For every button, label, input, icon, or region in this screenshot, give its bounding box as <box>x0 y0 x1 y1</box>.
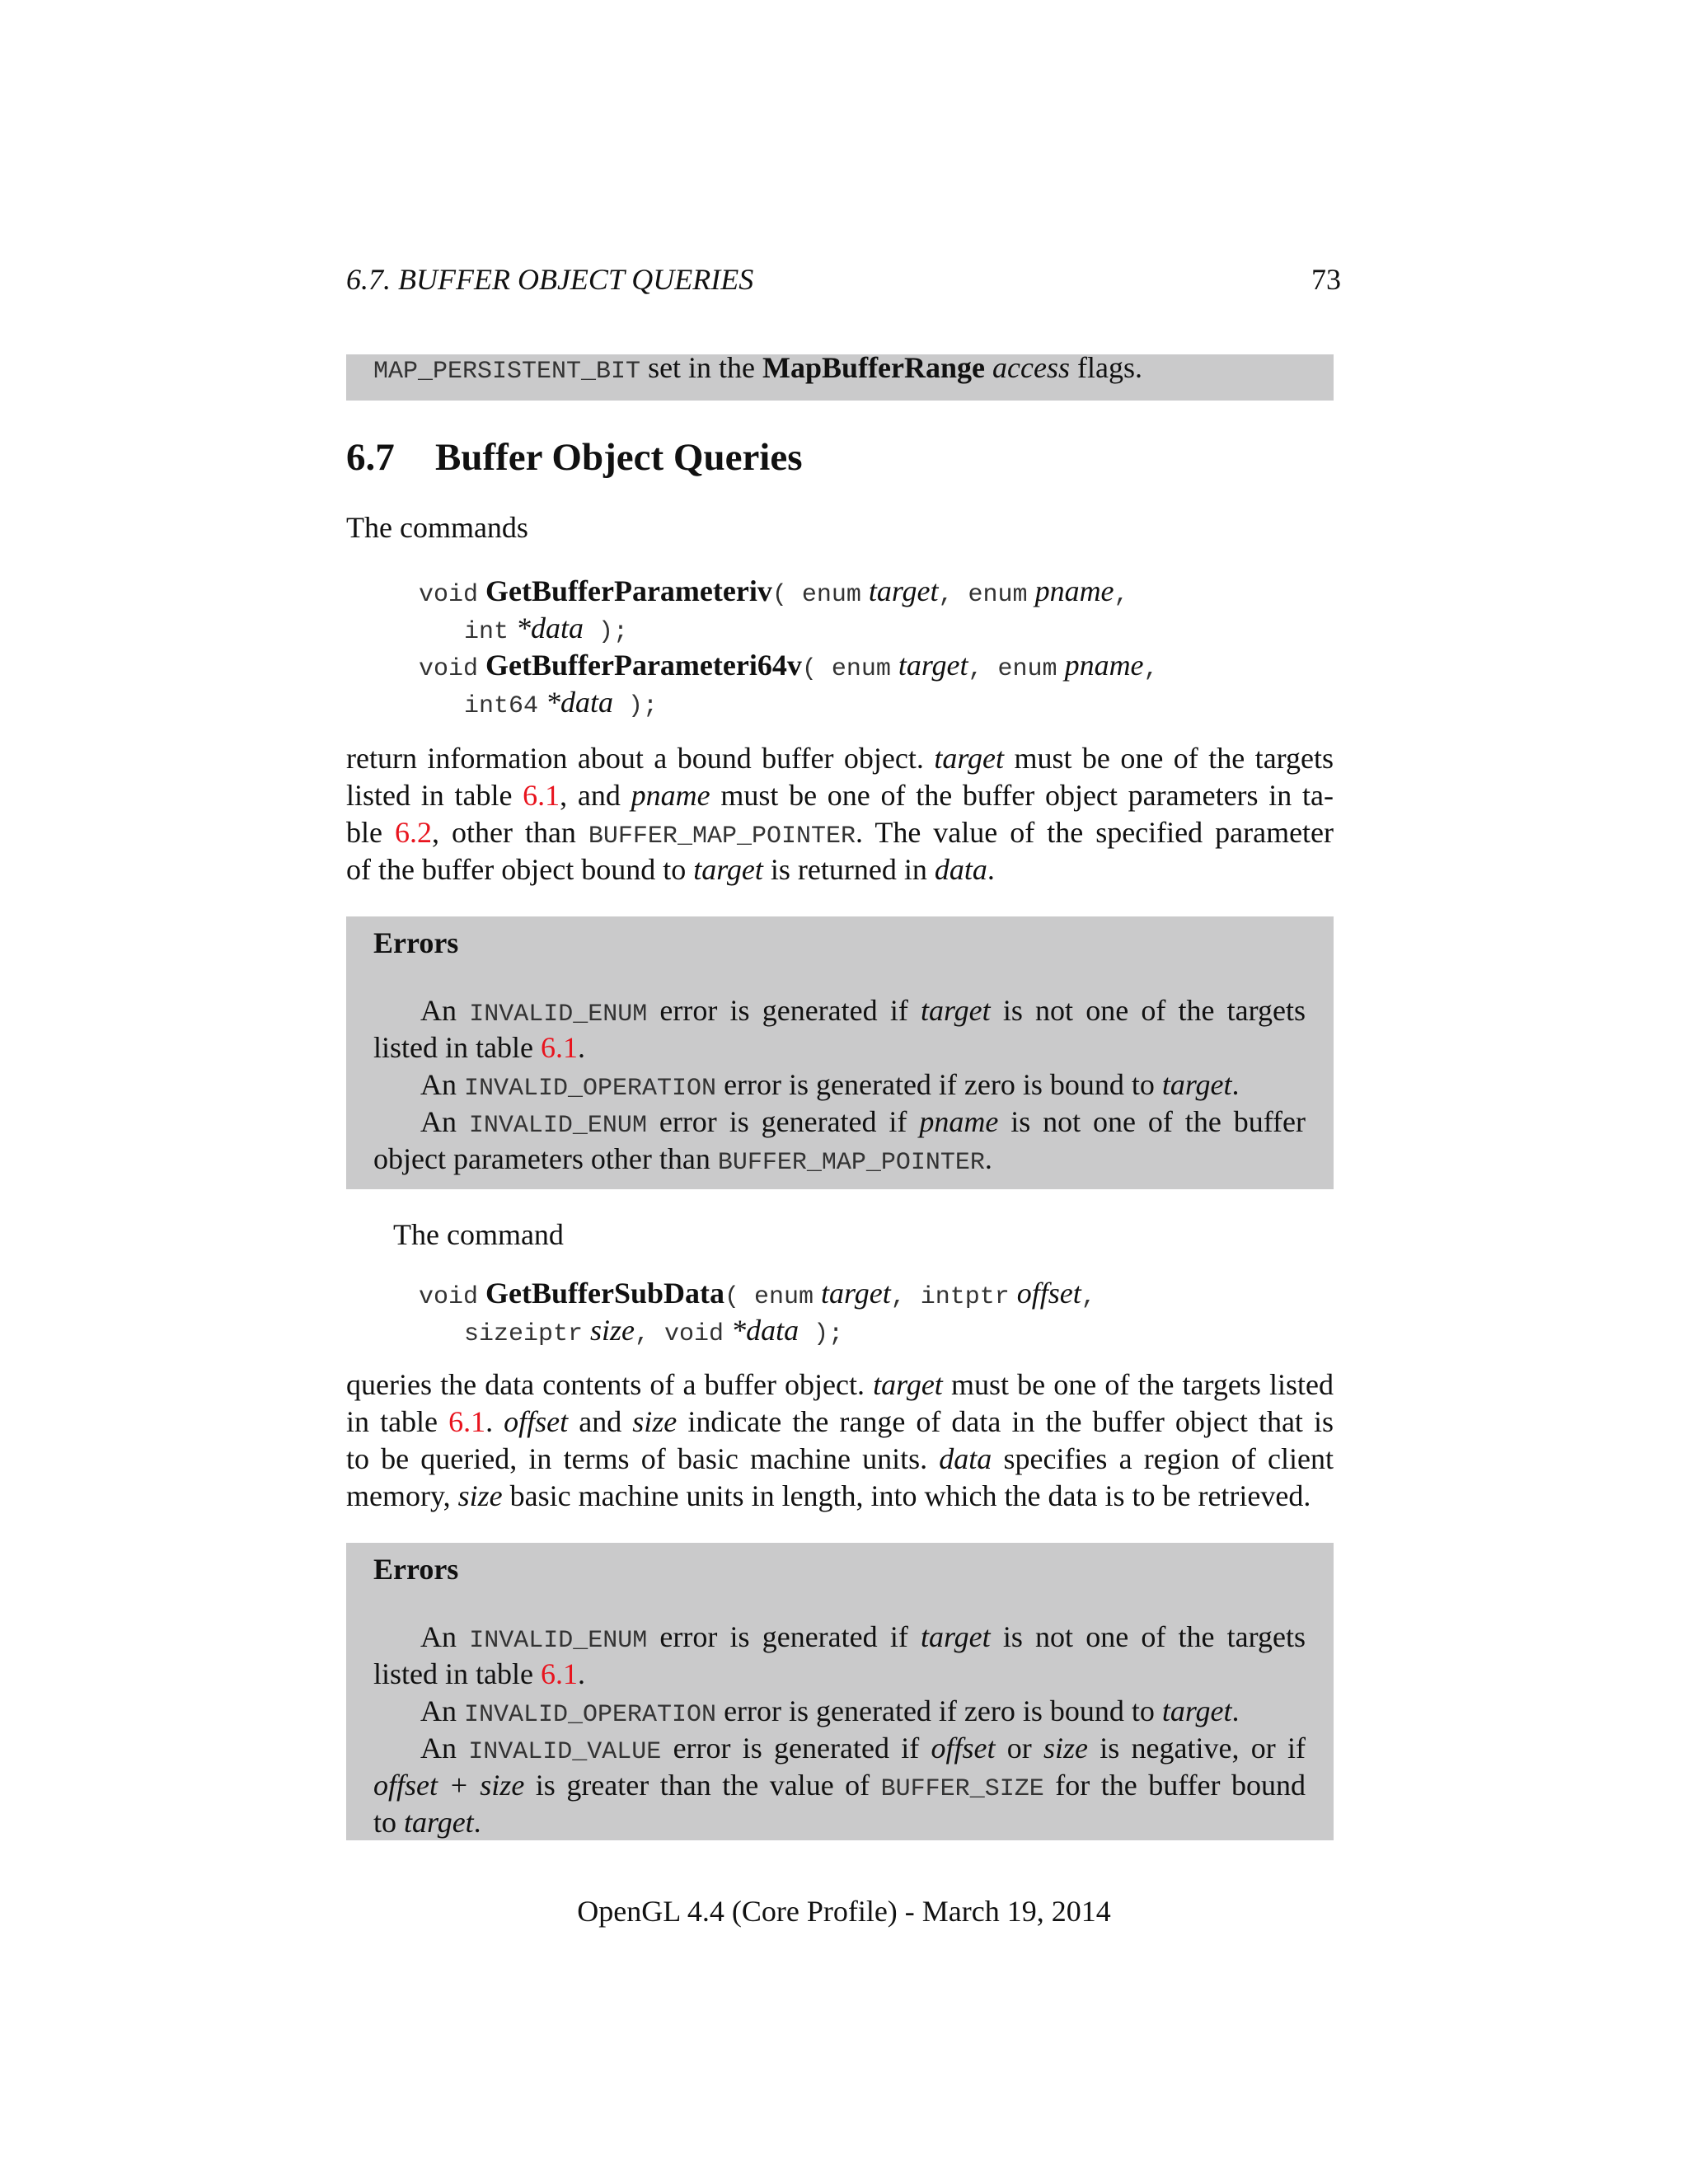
table-ref-6-2[interactable]: 6.2 <box>394 816 432 849</box>
command-mapbufferrange: MapBufferRange <box>762 351 986 384</box>
errors-heading-2: Errors <box>373 1553 459 1586</box>
prototype-getbuffersubdata: void GetBufferSubData( enum target, intptr offset, <box>419 1277 1096 1311</box>
table-ref-6-1[interactable]: 6.1 <box>523 779 560 812</box>
prototype-getbufferparameteri64v: void GetBufferParameteri64v( enum target, enum pname, <box>419 649 1159 683</box>
running-header: 6.7. BUFFER OBJECT QUERIES <box>346 263 754 296</box>
errors-heading-1: Errors <box>373 926 459 959</box>
prototype-getbufferparameteri64v-cont: int64 *data ); <box>464 686 659 720</box>
para2-line3: to be queried, in terms of basic machine units. data specifies a region of client <box>346 1442 1334 1475</box>
para1-line4: of the buffer object bound to target is returned in data. <box>346 853 995 886</box>
page-footer: OpenGL 4.4 (Core Profile) - March 19, 2014 <box>577 1895 1111 1928</box>
errors1-line5: object parameters other than BUFFER_MAP_POINTER. <box>373 1142 992 1177</box>
errors1-line2: listed in table 6.1. <box>373 1031 585 1064</box>
carryover-line: MAP_PERSISTENT_BIT set in the MapBufferRange access flags. <box>373 351 1142 386</box>
intro-text: The commands <box>346 511 528 544</box>
para2-line4: memory, size basic machine units in length, into which the data is to be retrieved. <box>346 1479 1311 1512</box>
section-number: 6.7 <box>346 436 395 479</box>
para2-line1: queries the data contents of a buffer object. target must be one of the targets listed <box>346 1368 1334 1401</box>
prototype-getbufferparameteriv-cont: int *data ); <box>464 612 629 646</box>
enum-map-persistent-bit: MAP_PERSISTENT_BIT <box>373 358 641 386</box>
errors2-line6: to target. <box>373 1806 481 1839</box>
function-name: GetBufferSubData <box>485 1277 725 1310</box>
function-name: GetBufferParameteri64v <box>485 649 802 682</box>
table-ref-6-1[interactable]: 6.1 <box>540 1657 578 1690</box>
errors1-line1: An INVALID_ENUM error is generated if target is not one of the targets <box>420 994 1306 1029</box>
errors2-line3: An INVALID_OPERATION error is generated if zero is bound to target. <box>420 1694 1240 1729</box>
prototype-getbufferparameteriv: void GetBufferParameteriv( enum target, enum pname, <box>419 574 1129 609</box>
errors2-line2: listed in table 6.1. <box>373 1657 585 1690</box>
para1-line2: listed in table 6.1, and pname must be one of the buffer object parameters in ta- <box>346 779 1334 812</box>
section-title <box>346 435 803 480</box>
para1-line3: ble 6.2, other than BUFFER_MAP_POINTER. The value of the specified parameter <box>346 816 1334 851</box>
errors2-line4: An INVALID_VALUE error is generated if offset or size is negative, or if <box>420 1732 1306 1766</box>
prototype-getbuffersubdata-cont: sizeiptr size, void *data ); <box>464 1314 844 1348</box>
function-name: GetBufferParameteriv <box>485 574 772 607</box>
errors1-line3: An INVALID_OPERATION error is generated if zero is bound to target. <box>420 1068 1240 1103</box>
para2-line2: in table 6.1. offset and size indicate the range of data in the buffer object that is <box>346 1405 1334 1438</box>
intro2-text: The command <box>393 1218 564 1251</box>
table-ref-6-1[interactable]: 6.1 <box>540 1031 578 1064</box>
errors2-line1: An INVALID_ENUM error is generated if target is not one of the targets <box>420 1620 1306 1655</box>
errors1-line4: An INVALID_ENUM error is generated if pname is not one of the buffer <box>420 1105 1306 1140</box>
table-ref-6-1[interactable]: 6.1 <box>448 1405 486 1438</box>
para1-line1: return information about a bound buffer object. target must be one of the targets <box>346 742 1334 775</box>
page-number: 73 <box>1311 263 1341 296</box>
math-expression: offset + size <box>373 1769 525 1802</box>
section-name: Buffer Object Queries <box>435 436 803 479</box>
errors2-line5: offset + size is greater than the value of BUFFER_SIZE for the buffer bound <box>373 1769 1306 1803</box>
